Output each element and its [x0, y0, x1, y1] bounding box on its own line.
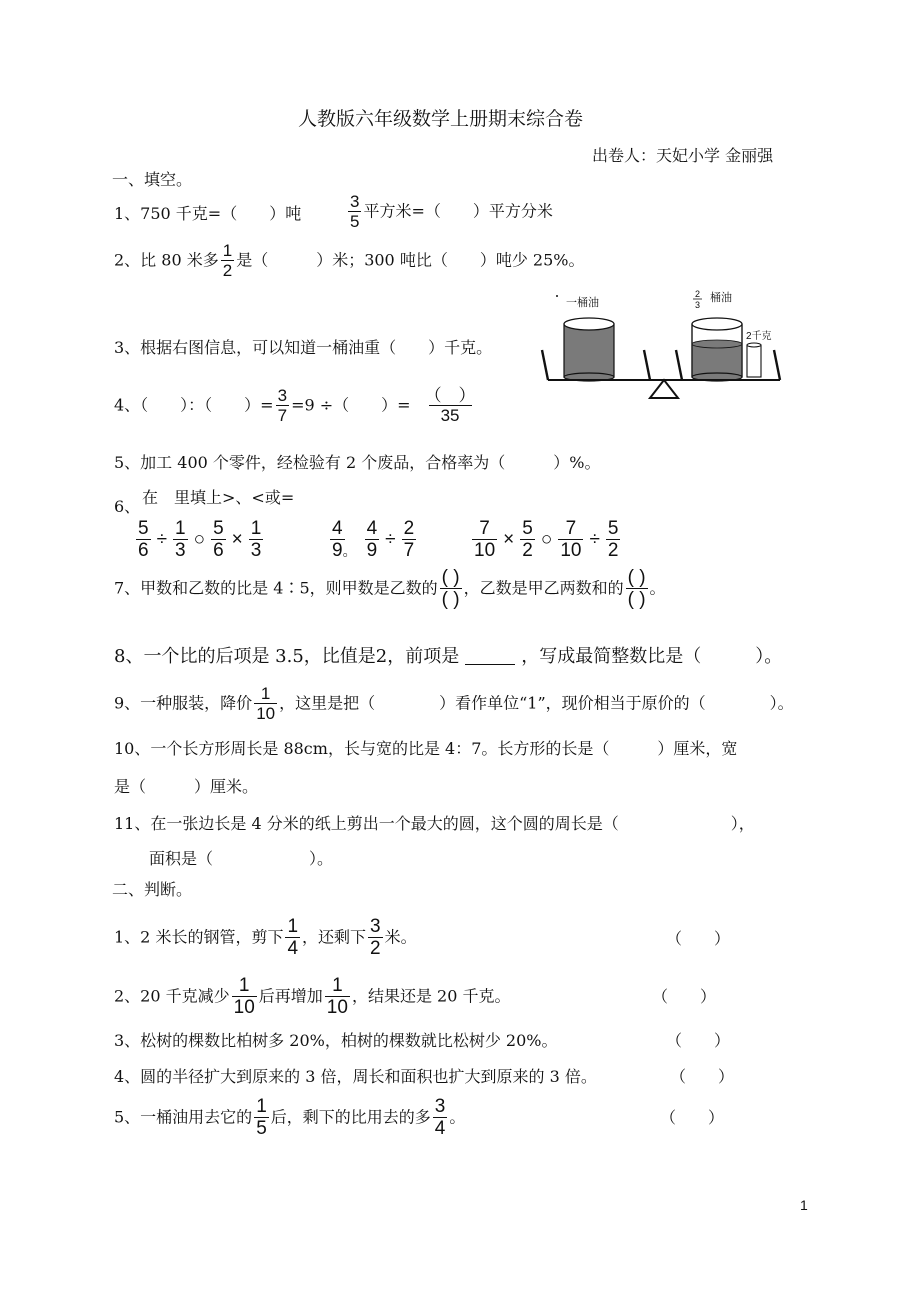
- fraction-3-2: $\frac{3}{2}$: [370, 916, 381, 959]
- fraction: $\frac{5}{6}$: [138, 518, 149, 561]
- blank-line: [465, 664, 515, 665]
- balance-figure: [540, 288, 800, 403]
- figure-left-label: 一桶油: [566, 296, 599, 309]
- fraction-1-2: $\frac{1}{2}$: [222, 241, 233, 280]
- fraction-3-7: $\frac{3}{7}$: [277, 386, 288, 425]
- author-line: 出卷人：天妃小学 金丽强: [592, 146, 774, 165]
- fraction: $\frac{5}{2}$: [522, 518, 533, 561]
- question-5: 5、加工 400 个零件，经检验有 2 个废品，合格率为（ ）%。: [114, 453, 601, 472]
- section-judge: 二、判断。: [112, 880, 193, 899]
- question-6-compare-a: $\frac{5}{6}$ ÷ $\frac{1}{3}$ ○ $\frac{5}{6}$ × $\frac{1}{3}$: [138, 518, 262, 561]
- compare-circle: ○: [193, 528, 206, 550]
- figure-weight-label: 2千克: [746, 331, 772, 342]
- compare-circle: ○: [540, 528, 553, 550]
- fraction: $\frac{5}{6}$: [213, 518, 224, 561]
- question-11a: 11、在一张边长是 4 分米的纸上剪出一个最大的圆，这个圆的周长是（ ），: [114, 814, 755, 833]
- question-7: 7、甲数和乙数的比是 4∶5，则甲数是乙数的 $\frac{( )}{( )}$ ，乙数是甲乙两数和的 $\frac{( )}{( )}$ 。: [114, 567, 666, 610]
- question-6-label: 6、: [114, 497, 141, 516]
- answer-paren-3[interactable]: （ ）: [666, 1031, 731, 1050]
- fraction: $\frac{1}{3}$: [250, 518, 262, 561]
- page-number: 1: [800, 1197, 808, 1213]
- answer-paren-5[interactable]: （ ）: [660, 1108, 725, 1127]
- question-1b: $\frac{3}{5}$ 平方米=（ ）平方分米: [350, 192, 553, 231]
- answer-paren-1[interactable]: （ ）: [666, 929, 731, 948]
- answer-paren-2[interactable]: （ ）: [652, 987, 717, 1006]
- fraction: $\frac{4}{9}$: [366, 518, 378, 561]
- fraction-1-4: $\frac{1}{4}$: [287, 916, 299, 959]
- question-11b: 面积是（ ）。: [149, 849, 334, 868]
- fraction-1-5: $\frac{1}{5}$: [256, 1096, 267, 1139]
- fraction: $\frac{2}{7}$: [403, 518, 415, 561]
- fraction-1-10: $\frac{1}{10}$: [233, 975, 255, 1018]
- question-10b: 是（ ）厘米。: [114, 777, 259, 796]
- fraction-blank: $\frac{( )}{( )}$: [441, 567, 460, 610]
- fraction-blank: $\frac{( )}{( )}$: [627, 567, 646, 610]
- fraction-1-10: $\frac{1}{10}$: [256, 684, 276, 723]
- fraction-3-5: $\frac{3}{5}$: [350, 192, 360, 231]
- judge-3: 3、松树的棵数比柏树多 20%，柏树的棵数就比松树少 20%。: [114, 1031, 558, 1050]
- fraction-blank-35: $\frac{( )}{35}$: [424, 386, 476, 425]
- section-fill-blank: 一、填空。: [112, 170, 193, 189]
- page-title: 人教版六年级数学上册期末综合卷: [298, 108, 584, 130]
- question-3: 3、根据右图信息，可以知道一桶油重（ ）千克。: [114, 338, 493, 357]
- judge-4: 4、圆的半径扩大到原来的 3 倍，周长和面积也扩大到原来的 3 倍。: [114, 1067, 597, 1086]
- figure-right-label: 桶油: [710, 291, 732, 304]
- question-1a: 1、750 千克=（ ）吨: [114, 204, 302, 223]
- fraction-3-4: $\frac{3}{4}$: [434, 1096, 446, 1139]
- answer-paren-4[interactable]: （ ）: [670, 1067, 735, 1086]
- question-6-compare-b: $\frac{4}{9}$ 。 $\frac{4}{9}$ ÷ $\frac{2}{7}$: [332, 518, 415, 561]
- figure-frac-num: 2: [695, 289, 701, 299]
- question-2: 2、比 80 米多 $\frac{1}{2}$ 是（ ）米；300 吨比（ ）吨少 25%。: [114, 241, 585, 280]
- judge-1: 1、2 米长的钢管，剪下 $\frac{1}{4}$ ，还剩下 $\frac{3}{2}$ 米。: [114, 916, 417, 959]
- question-6-compare-c: $\frac{7}{10}$ × $\frac{5}{2}$ ○ $\frac{7}{10}$ ÷ $\frac{5}{2}$: [474, 518, 619, 561]
- fraction: $\frac{7}{10}$: [560, 518, 582, 561]
- question-10a: 10、一个长方形周长是 88cm，长与宽的比是 4：7。长方形的长是（ ）厘米，宽: [114, 739, 738, 758]
- fraction: $\frac{5}{2}$: [607, 518, 619, 561]
- fraction: $\frac{7}{10}$: [474, 518, 496, 561]
- fraction: $\frac{1}{3}$: [175, 518, 186, 561]
- fraction-1-10: $\frac{1}{10}$: [326, 975, 348, 1018]
- figure-frac-den: 3: [695, 300, 701, 310]
- judge-2: 2、20 千克减少 $\frac{1}{10}$ 后再增加 $\frac{1}{10}$ ，结果还是 20 千克。: [114, 975, 511, 1018]
- question-9: 9、一种服装，降价 $\frac{1}{10}$ ，这里是把（ ）看作单位“1”，现价相当于原价的（ ）。: [114, 684, 794, 723]
- question-8: 8、一个比的后项是 3.5，比值是2，前项是 ，写成最简整数比是（ ）。: [114, 646, 783, 667]
- question-6-text: 在 里填上>、<或=: [142, 488, 295, 507]
- question-4: 4、（ ）：（ ）= $\frac{3}{7}$ =9 ÷（ ）= $\frac{( )}{35}$: [114, 386, 490, 425]
- judge-5: 5、一桶油用去它的 $\frac{1}{5}$ 后，剩下的比用去的多 $\frac{3}{4}$ 。: [114, 1096, 466, 1139]
- fraction: $\frac{4}{9}$: [332, 518, 343, 561]
